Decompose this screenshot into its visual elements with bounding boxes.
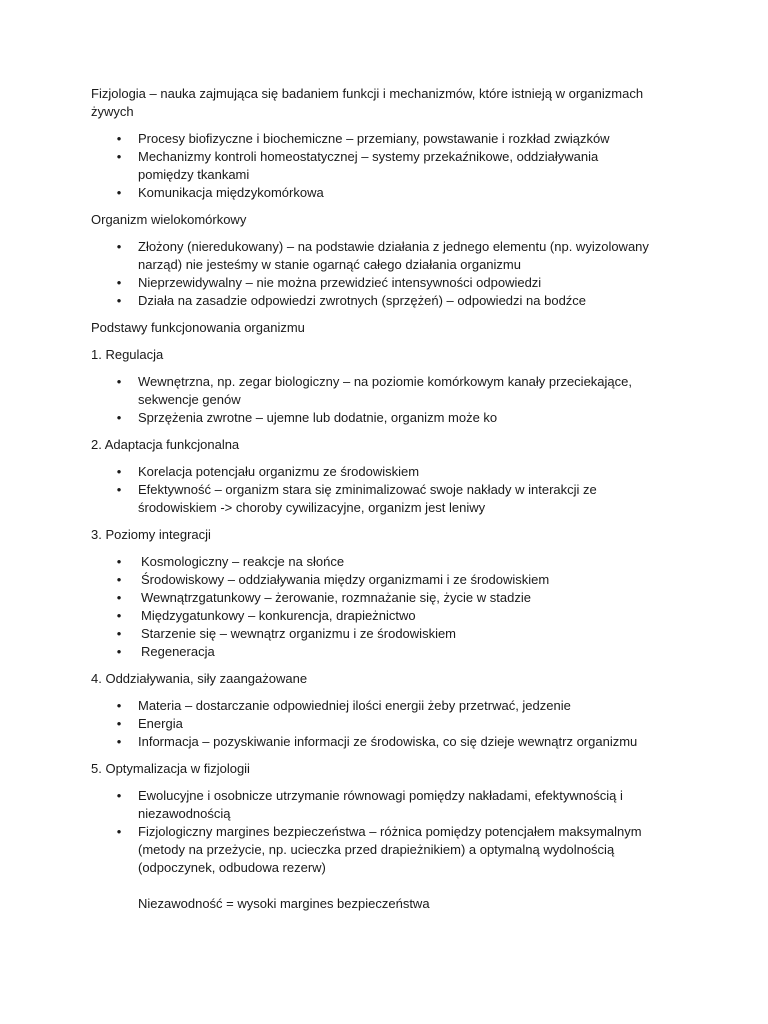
list-item: • Złożony (nieredukowany) – na podstawie działania z jednego elementu (np. wyizolowany narząd) nie jesteśmy w stanie ogarnąć całego działania organizmu	[91, 238, 651, 274]
list-item: • Efektywność – organizm stara się zminimalizować swoje nakłady w interakcji ze środowiskiem -> choroby cywilizacyjne, organizm jest leniwy	[91, 481, 651, 517]
bullet-icon: •	[116, 482, 122, 497]
bullet-icon: •	[116, 572, 122, 587]
list-item: • Materia – dostarczanie odpowiedniej ilości energii żeby przetrwać, jedzenie	[91, 697, 651, 715]
intro-paragraph: Fizjologia – nauka zajmująca się badaniem funkcji i mechanizmów, które istnieją w organizmach żywych	[91, 86, 644, 119]
list-item: • Działa na zasadzie odpowiedzi zwrotnych (sprzężeń) – odpowiedzi na bodźce	[91, 292, 651, 310]
list-item: • Fizjologiczny margines bezpieczeństwa – różnica pomiędzy potencjałem maksymalnym (metody na przeżycie, np. ucieczka przed drapieżnikiem) a optymalną wydolnością (odpoczynek, odbudowa rezerw) Niezawodność = wysoki margines bezpieczeństwa	[91, 823, 651, 913]
bullet-icon: •	[116, 590, 122, 605]
list-item: • Starzenie się – wewnątrz organizmu i ze środowiskiem	[91, 625, 651, 643]
list-item: • Komunikacja międzykomórkowa	[91, 184, 651, 202]
bullet-icon: •	[116, 716, 122, 731]
list-item: • Mechanizmy kontroli homeostatycznej – systemy przekaźnikowe, oddziaływania pomiędzy tkankami	[91, 148, 651, 184]
list-item: • Międzygatunkowy – konkurencja, drapieżnictwo	[91, 607, 651, 625]
interactions-list	[91, 697, 651, 751]
bullet-icon: •	[116, 464, 122, 479]
adaptation-list	[91, 463, 651, 517]
bullet-icon: •	[116, 788, 122, 803]
bullet-icon: •	[116, 185, 122, 200]
list-item: • Ewolucyjne i osobnicze utrzymanie równowagi pomiędzy nakładami, efektywnością i niezawodnością	[91, 787, 651, 823]
integration-list	[91, 553, 651, 661]
bullet-icon: •	[116, 131, 122, 146]
list-item: • Nieprzewidywalny – nie można przewidzieć intensywności odpowiedzi	[91, 274, 651, 292]
multicell-list	[91, 238, 651, 310]
section-heading: 1. Regulacja	[91, 347, 164, 362]
bullet-icon: •	[116, 275, 122, 290]
list-item: • Wewnętrzna, np. zegar biologiczny – na poziomie komórkowym kanały przeciekające, sekwencje genów	[91, 373, 651, 409]
list-item: • Sprzężenia zwrotne – ujemne lub dodatnie, organizm może ko	[91, 409, 651, 427]
bullet-icon: •	[116, 410, 122, 425]
bullet-icon: •	[116, 608, 122, 623]
list-item: • Energia	[91, 715, 651, 733]
list-item: • Wewnątrzgatunkowy – żerowanie, rozmnażanie się, życie w stadzie	[91, 589, 651, 607]
bullet-icon: •	[116, 824, 122, 839]
list-item: • Kosmologiczny – reakcje na słońce	[91, 553, 651, 571]
regulation-list	[91, 373, 651, 427]
section-heading: Podstawy funkcjonowania organizmu	[91, 320, 305, 335]
optimization-list	[91, 787, 651, 913]
section-heading: 5. Optymalizacja w fizjologii	[91, 761, 250, 776]
section-heading: 3. Poziomy integracji	[91, 527, 211, 542]
section-heading: Organizm wielokomórkowy	[91, 212, 247, 227]
list-item: • Informacja – pozyskiwanie informacji ze środowiska, co się dzieje wewnątrz organizmu	[91, 733, 651, 751]
bullet-icon: •	[116, 626, 122, 641]
bullet-icon: •	[116, 293, 122, 308]
final-note: Niezawodność = wysoki margines bezpieczeństwa	[138, 896, 430, 911]
section-heading: 4. Oddziaływania, siły zaangażowane	[91, 671, 308, 686]
bullet-icon: •	[116, 644, 122, 659]
bullet-icon: •	[116, 239, 122, 254]
intro-list	[91, 130, 651, 202]
bullet-icon: •	[116, 734, 122, 749]
section-heading: 2. Adaptacja funkcjonalna	[91, 437, 240, 452]
list-item: • Środowiskowy – oddziaływania między organizmami i ze środowiskiem	[91, 571, 651, 589]
list-item: • Korelacja potencjału organizmu ze środowiskiem	[91, 463, 651, 481]
list-item: • Procesy biofizyczne i biochemiczne – przemiany, powstawanie i rozkład związków	[91, 130, 651, 148]
bullet-icon: •	[116, 554, 122, 569]
bullet-icon: •	[116, 374, 122, 389]
bullet-icon: •	[116, 698, 122, 713]
document-body	[91, 85, 651, 922]
list-item: • Regeneracja	[91, 643, 651, 661]
bullet-icon: •	[116, 149, 122, 164]
